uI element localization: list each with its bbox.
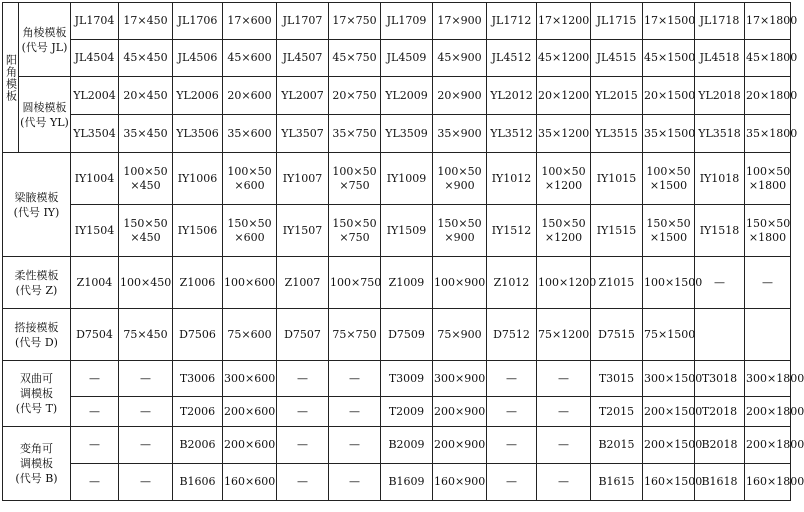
size-cell: 100×50 ×900 <box>433 153 487 205</box>
category-yl <box>19 77 71 153</box>
size-cell: — <box>537 464 591 501</box>
model-code-cell: B1606 <box>173 464 223 501</box>
size-cell: 35×450 <box>119 115 173 153</box>
model-code-cell: YL2012 <box>487 77 537 115</box>
model-code-cell: YL3509 <box>381 115 433 153</box>
table-row <box>3 77 791 115</box>
table-row <box>3 3 791 40</box>
size-cell: 150×50 ×1500 <box>643 205 695 257</box>
model-code-cell: D7509 <box>381 309 433 361</box>
model-code-cell: T2009 <box>381 397 433 427</box>
model-code-cell: B1618 <box>695 464 745 501</box>
size-cell: 160×900 <box>433 464 487 501</box>
size-cell: 150×50 ×900 <box>433 205 487 257</box>
model-code-cell: D7512 <box>487 309 537 361</box>
model-code-cell: YL3518 <box>695 115 745 153</box>
size-cell: 20×450 <box>119 77 173 115</box>
size-cell: 17×450 <box>119 3 173 40</box>
model-code-cell: — <box>71 427 119 464</box>
model-code-cell: T3018 <box>695 361 745 397</box>
model-code-cell: T3009 <box>381 361 433 397</box>
size-cell: 35×750 <box>329 115 381 153</box>
model-code-cell: IY1515 <box>591 205 643 257</box>
size-cell: 45×1200 <box>537 40 591 77</box>
size-cell: 75×1500 <box>643 309 695 361</box>
size-cell: 200×1800 <box>745 397 791 427</box>
category-line: 搭接模板 <box>14 320 59 334</box>
size-cell: 300×1500 <box>643 361 695 397</box>
category-line: (代号 YL) <box>20 115 69 129</box>
size-cell: 75×750 <box>329 309 381 361</box>
model-code-cell: — <box>277 361 329 397</box>
model-code-cell: — <box>71 361 119 397</box>
size-cell: 45×450 <box>119 40 173 77</box>
model-code-cell: YL3507 <box>277 115 329 153</box>
model-code-cell: JL1709 <box>381 3 433 40</box>
size-cell: 100×50 ×1800 <box>745 153 791 205</box>
model-code-cell: JL1707 <box>277 3 329 40</box>
size-cell: 200×600 <box>223 397 277 427</box>
size-cell: 100×50 ×1200 <box>537 153 591 205</box>
size-cell: 17×1500 <box>643 3 695 40</box>
size-cell: 20×1500 <box>643 77 695 115</box>
category-line: 双曲可 <box>20 372 53 385</box>
model-code-cell: JL4509 <box>381 40 433 77</box>
table-row <box>3 153 791 205</box>
size-cell: 200×1800 <box>745 427 791 464</box>
table-row <box>3 205 791 257</box>
model-code-cell: — <box>71 397 119 427</box>
model-code-cell: JL1704 <box>71 3 119 40</box>
size-cell <box>745 309 791 361</box>
size-cell: 35×1800 <box>745 115 791 153</box>
size-cell: 200×600 <box>223 427 277 464</box>
size-cell: 100×1500 <box>643 257 695 309</box>
model-code-cell: YL2007 <box>277 77 329 115</box>
model-code-cell: IY1509 <box>381 205 433 257</box>
category-line: 调模板 <box>20 457 53 470</box>
size-cell: 160×600 <box>223 464 277 501</box>
table-row <box>3 257 791 309</box>
size-cell: — <box>537 397 591 427</box>
size-cell: 45×600 <box>223 40 277 77</box>
model-code-cell: JL4512 <box>487 40 537 77</box>
size-cell: 200×900 <box>433 427 487 464</box>
category-line: 梁腋模板 <box>14 190 59 204</box>
size-cell: 35×1500 <box>643 115 695 153</box>
size-cell: 150×50 ×1200 <box>537 205 591 257</box>
model-code-cell: YL3515 <box>591 115 643 153</box>
category-d <box>3 309 71 361</box>
size-cell: 17×750 <box>329 3 381 40</box>
size-cell: 200×1500 <box>643 397 695 427</box>
table-row <box>3 115 791 153</box>
size-cell: 150×50 ×450 <box>119 205 173 257</box>
model-code-cell: JL4504 <box>71 40 119 77</box>
model-code-cell: T3015 <box>591 361 643 397</box>
table-row <box>3 427 791 464</box>
size-cell: 20×600 <box>223 77 277 115</box>
model-code-cell: — <box>71 464 119 501</box>
size-cell: 100×750 <box>329 257 381 309</box>
model-code-cell: Z1007 <box>277 257 329 309</box>
size-cell: — <box>537 361 591 397</box>
model-code-cell: B1609 <box>381 464 433 501</box>
model-code-cell: B2006 <box>173 427 223 464</box>
category-line: 调模板 <box>20 387 53 400</box>
size-cell: 75×900 <box>433 309 487 361</box>
table-row <box>3 40 791 77</box>
size-cell: 17×600 <box>223 3 277 40</box>
size-cell: — <box>329 397 381 427</box>
size-cell: 35×1200 <box>537 115 591 153</box>
model-code-cell: IY1504 <box>71 205 119 257</box>
table-row <box>3 397 791 427</box>
model-code-cell: Z1012 <box>487 257 537 309</box>
category-line: (代号 JL) <box>21 40 68 54</box>
size-cell: — <box>329 427 381 464</box>
model-code-cell: B2015 <box>591 427 643 464</box>
model-code-cell: Z1015 <box>591 257 643 309</box>
size-cell: — <box>537 427 591 464</box>
model-code-cell: JL4515 <box>591 40 643 77</box>
size-cell: 160×1800 <box>745 464 791 501</box>
size-cell: 100×900 <box>433 257 487 309</box>
size-cell: 100×50 ×450 <box>119 153 173 205</box>
size-cell: 17×900 <box>433 3 487 40</box>
model-code-cell: D7506 <box>173 309 223 361</box>
size-cell: 100×50 ×600 <box>223 153 277 205</box>
model-code-cell: YL2009 <box>381 77 433 115</box>
model-code-cell: IY1012 <box>487 153 537 205</box>
model-code-cell <box>695 309 745 361</box>
model-code-cell: YL3504 <box>71 115 119 153</box>
size-cell: 100×50 ×750 <box>329 153 381 205</box>
model-code-cell: Z1004 <box>71 257 119 309</box>
model-code-cell: YL2004 <box>71 77 119 115</box>
model-code-cell: IY1015 <box>591 153 643 205</box>
category-line: 角棱模板 <box>22 25 67 39</box>
model-code-cell: — <box>487 397 537 427</box>
size-cell: 75×1200 <box>537 309 591 361</box>
model-code-cell: JL1712 <box>487 3 537 40</box>
model-code-cell: D7504 <box>71 309 119 361</box>
model-code-cell: YL3512 <box>487 115 537 153</box>
category-iy <box>3 153 71 257</box>
model-code-cell: YL2006 <box>173 77 223 115</box>
model-code-cell: IY1018 <box>695 153 745 205</box>
category-line: (代号 B) <box>15 472 58 485</box>
size-cell: 75×600 <box>223 309 277 361</box>
model-code-cell: JL4507 <box>277 40 329 77</box>
size-cell: 20×1200 <box>537 77 591 115</box>
size-cell: 200×1500 <box>643 427 695 464</box>
model-code-cell: YL2015 <box>591 77 643 115</box>
group-label: 阳角模板 <box>3 3 19 153</box>
model-code-cell: JL4518 <box>695 40 745 77</box>
category-line: (代号 D) <box>15 335 58 349</box>
model-code-cell: IY1006 <box>173 153 223 205</box>
size-cell: — <box>329 361 381 397</box>
model-code-cell: — <box>277 397 329 427</box>
model-code-cell: T2006 <box>173 397 223 427</box>
model-code-cell: B2018 <box>695 427 745 464</box>
size-cell: 150×50 ×1800 <box>745 205 791 257</box>
model-code-cell: — <box>277 464 329 501</box>
model-code-cell: B2009 <box>381 427 433 464</box>
formwork-spec-table <box>2 2 804 501</box>
size-cell: — <box>745 257 791 309</box>
model-code-cell: IY1512 <box>487 205 537 257</box>
model-code-cell: IY1007 <box>277 153 329 205</box>
size-cell: 35×900 <box>433 115 487 153</box>
size-cell: 150×50 ×750 <box>329 205 381 257</box>
model-code-cell: — <box>487 427 537 464</box>
size-cell: 100×1200 <box>537 257 591 309</box>
model-code-cell: — <box>487 361 537 397</box>
size-cell: 300×1800 <box>745 361 791 397</box>
size-cell: 45×750 <box>329 40 381 77</box>
model-code-cell: — <box>487 464 537 501</box>
size-cell: 100×50 ×1500 <box>643 153 695 205</box>
size-cell: 160×1500 <box>643 464 695 501</box>
model-code-cell: — <box>277 427 329 464</box>
size-cell: 45×900 <box>433 40 487 77</box>
size-cell: 75×450 <box>119 309 173 361</box>
category-line: (代号 T) <box>15 402 58 415</box>
model-code-cell: IY1004 <box>71 153 119 205</box>
size-cell: 45×1500 <box>643 40 695 77</box>
category-z <box>3 257 71 309</box>
size-cell: 100×600 <box>223 257 277 309</box>
model-code-cell: D7515 <box>591 309 643 361</box>
model-code-cell: T2015 <box>591 397 643 427</box>
model-code-cell: Z1006 <box>173 257 223 309</box>
table-row <box>3 361 791 397</box>
model-code-cell: T2018 <box>695 397 745 427</box>
category-line: (代号 IY) <box>13 205 60 219</box>
model-code-cell: IY1009 <box>381 153 433 205</box>
size-cell: — <box>329 464 381 501</box>
category-t <box>3 361 71 427</box>
size-cell: 17×1200 <box>537 3 591 40</box>
size-cell: 20×1800 <box>745 77 791 115</box>
size-cell: 20×900 <box>433 77 487 115</box>
model-code-cell: YL3506 <box>173 115 223 153</box>
model-code-cell: IY1506 <box>173 205 223 257</box>
size-cell: 45×1800 <box>745 40 791 77</box>
model-code-cell: YL2018 <box>695 77 745 115</box>
size-cell: — <box>119 464 173 501</box>
model-code-cell: IY1518 <box>695 205 745 257</box>
size-cell: 300×900 <box>433 361 487 397</box>
size-cell: 200×900 <box>433 397 487 427</box>
category-line: 变角可 <box>20 442 53 455</box>
size-cell: 20×750 <box>329 77 381 115</box>
category-line: 圆棱模板 <box>22 100 67 114</box>
table-row <box>3 464 791 501</box>
model-code-cell: T3006 <box>173 361 223 397</box>
size-cell: — <box>119 397 173 427</box>
model-code-cell: JL1718 <box>695 3 745 40</box>
table-row <box>3 309 791 361</box>
size-cell: 35×600 <box>223 115 277 153</box>
model-code-cell: IY1507 <box>277 205 329 257</box>
category-b <box>3 427 71 501</box>
model-code-cell: Z1009 <box>381 257 433 309</box>
model-code-cell: B1615 <box>591 464 643 501</box>
size-cell: 100×450 <box>119 257 173 309</box>
size-cell: 150×50 ×600 <box>223 205 277 257</box>
model-code-cell: D7507 <box>277 309 329 361</box>
model-code-cell: JL1706 <box>173 3 223 40</box>
category-line: (代号 Z) <box>15 283 58 297</box>
size-cell: — <box>119 427 173 464</box>
size-cell: — <box>119 361 173 397</box>
model-code-cell: JL1715 <box>591 3 643 40</box>
model-code-cell: JL4506 <box>173 40 223 77</box>
size-cell: 300×600 <box>223 361 277 397</box>
category-line: 柔性模板 <box>14 268 59 282</box>
model-code-cell: — <box>695 257 745 309</box>
category-jl <box>19 3 71 77</box>
size-cell: 17×1800 <box>745 3 791 40</box>
